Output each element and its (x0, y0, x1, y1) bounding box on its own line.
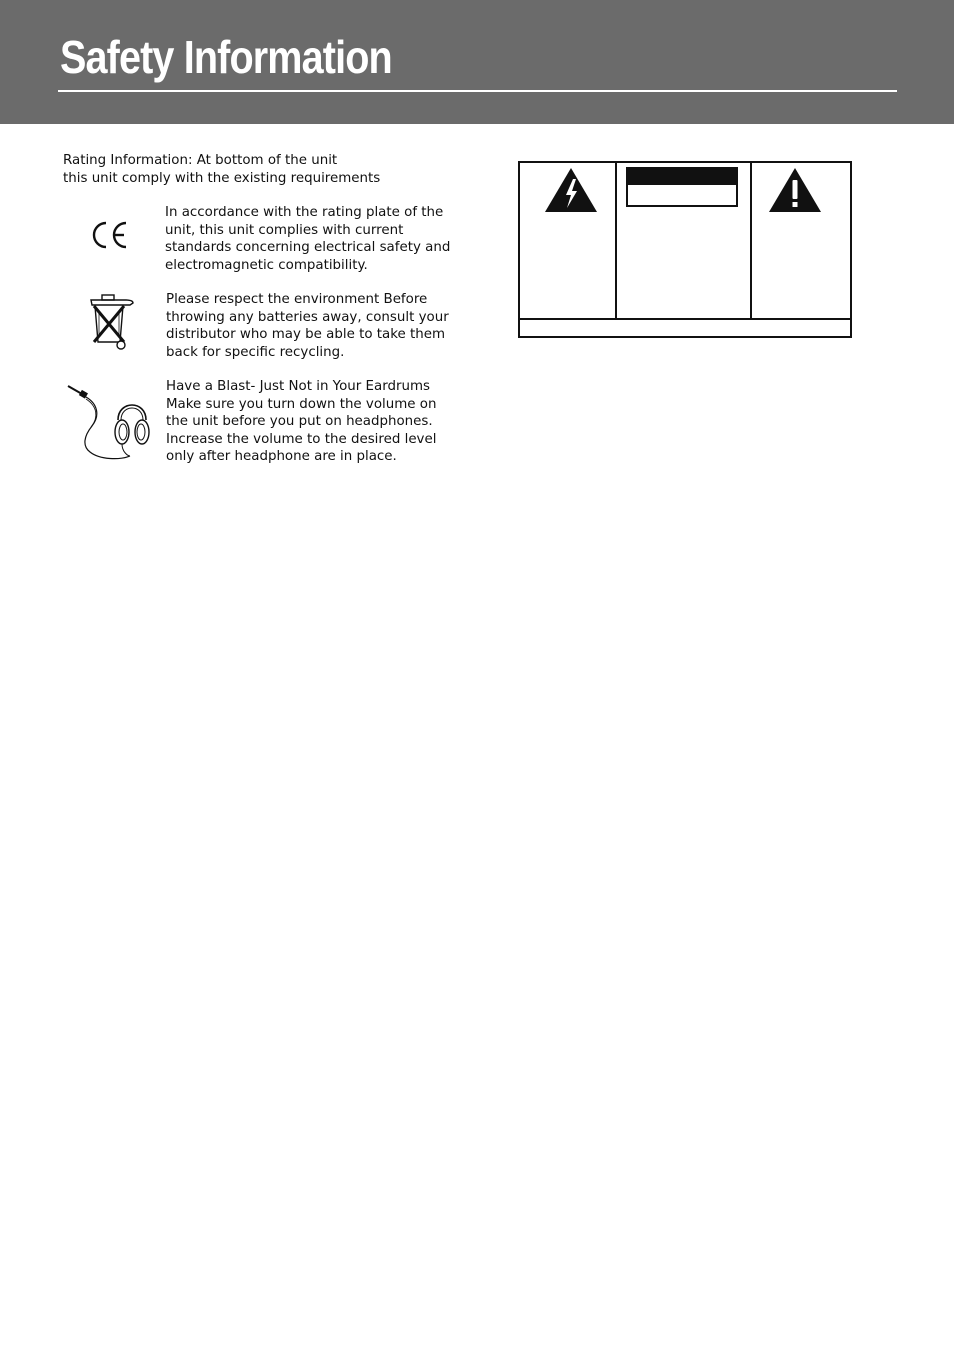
headphone-line-4: Increase the volume to the desired level (166, 431, 437, 447)
header-band (0, 0, 954, 124)
headphones-icon (64, 380, 154, 470)
battery-line-2: throwing any batteries away, consult your (166, 309, 449, 325)
battery-disposal-text (166, 291, 466, 361)
headphone-line-1: Have a Blast- Just Not in Your Eardrums (166, 379, 430, 394)
lightning-triangle-icon (544, 167, 598, 217)
ce-compliance-text (165, 204, 465, 274)
page-title: Safety Information (60, 31, 392, 83)
warning-column-divider-left (615, 163, 617, 318)
title-underline (58, 90, 897, 92)
battery-line-1: Please respect the environment Before (166, 292, 428, 307)
battery-line-3: distributor who may be able to take them (166, 327, 446, 342)
caution-label-fill (628, 169, 736, 185)
warning-bottom-rule (520, 318, 850, 320)
ce-mark-icon (90, 218, 130, 256)
headphone-line-3: the unit before you put on headphones. (166, 414, 433, 429)
battery-line-4: back for specific recycling. (166, 344, 345, 360)
ce-line-3: standards concerning electrical safety and (165, 240, 451, 255)
intro-line-2: this unit comply with the existing requirements (63, 171, 381, 186)
ce-line-1: In accordance with the rating plate of the (165, 205, 444, 220)
crossed-out-bin-icon (86, 292, 136, 356)
headphone-line-5: only after headphone are in place. (166, 449, 397, 464)
rating-intro (63, 152, 380, 188)
headphone-volume-text (166, 378, 466, 466)
ce-line-2: unit, this unit complies with current (165, 222, 404, 238)
exclamation-triangle-icon (768, 167, 822, 217)
caution-label-box (626, 167, 738, 207)
headphone-line-2: Make sure you turn down the volume on (166, 396, 437, 412)
warning-panel (518, 161, 852, 338)
warning-column-divider-right (750, 163, 752, 318)
intro-line-1: Rating Information: At bottom of the unit (63, 153, 338, 168)
ce-line-4: electromagnetic compatibility. (165, 257, 368, 273)
